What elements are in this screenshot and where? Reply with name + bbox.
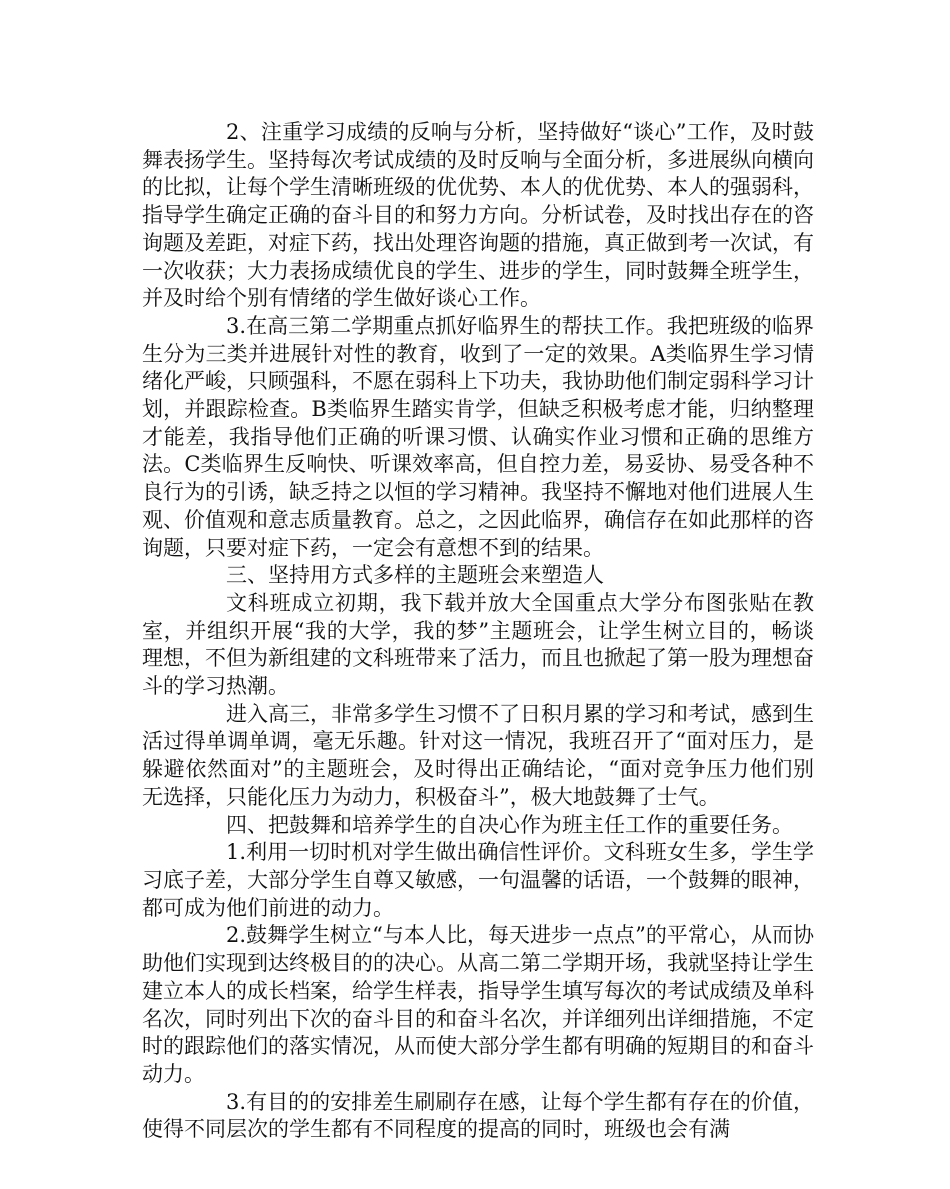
paragraph-feedback-analysis: 2、注重学习成绩的反响与分析，坚持做好“谈心”工作，及时鼓舞表扬学生。坚持每次考试成绩的及时反响与全面分析，多进展纵向横向的比拟，让每个学生清晰班级的优优势、本人的优优势、本人的强弱科，指导学生确定正确的奋斗目的和努力方向。分析试卷，及时找出存在的咨询题及差距，对症下药，找出处理咨询题的措施，真正做到考一次试，有一次收获；大力表扬成绩优良的学生、进步的学生，同时鼓舞全班学生，并及时给个别有情绪的学生做好谈心工作。 (142, 120, 814, 311)
section-heading-confidence: 四、把鼓舞和培养学生的自决心作为班主任工作的重要任务。 (226, 812, 793, 837)
paragraph-positive-evaluation: 1.利用一切时机对学生做出确信性评价。文科班女生多，学生学习底子差，大部分学生自尊又敏感，一句温馨的话语，一个鼓舞的眼神，都可成为他们前进的动力。 (142, 840, 814, 920)
paragraph-pressure-meeting: 进入高三，非常多学生习惯不了日积月累的学习和考试，感到生活过得单调单调，毫无乐趣。针对这一情况，我班召开了“面对压力，是躲避依然面对”的主题班会，及时得出正确结论，“面对竞争压力他们别无选择，只能化压力为动力，积极奋斗”，极大地鼓舞了士气。 (142, 701, 814, 809)
paragraph-growth-archive: 2.鼓舞学生树立“与本人比，每天进步一点点”的平常心，从而协助他们实现到达终极目的的决心。从高二第二学期开场，我就坚持让学生建立本人的成长档案，给学生样表，指导学生填写每次的考试成绩及单科名次，同时列出下次的奋斗目的和奋斗名次，并详细列出详细措施，不定时的跟踪他们的落实情况，从而使大部分学生都有明确的短期目的和奋斗动力。 (142, 923, 814, 1086)
paragraph-university-map: 文科班成立初期，我下载并放大全国重点大学分布图张贴在教室，并组织开展“我的大学，我的梦”主题班会，让学生树立目的，畅谈理想，不但为新组建的文科班带来了活力，而且也掀起了第一股为理想奋斗的学习热潮。 (142, 590, 814, 699)
paragraph-presence: 3.有目的的安排差生刷刷存在感，让每个学生都有存在的价值，使得不同层次的学生都有不同程度的提高的同时，班级也会有满 (142, 1089, 814, 1142)
document-page (142, 119, 814, 1144)
section-heading-theme-meetings: 三、坚持用方式多样的主题班会来塑造人 (226, 563, 604, 588)
paragraph-borderline-students: 3.在高三第二学期重点抓好临界生的帮扶工作。我把班级的临界生分为三类并进展针对性的教育，收到了一定的效果。A类临界生学习情绪化严峻，只顾强科，不愿在弱科上下功夫，我协助他们制定弱科学习计划，并跟踪检查。B类临界生踏实肯学，但缺乏积极考虑才能，归纳整理才能差，我指导他们正确的听课习惯、认确实作业习惯和正确的思维方法。C类临界生反响快、听课效率高，但自控力差，易妥协、易受各种不良行为的引诱，缺乏持之以恒的学习精神。我坚持不懈地对他们进展人生观、价值观和意志质量教育。总之，之因此临界，确信存在如此那样的咨询题，只要对症下药，一定会有意想不到的结果。 (142, 313, 814, 560)
